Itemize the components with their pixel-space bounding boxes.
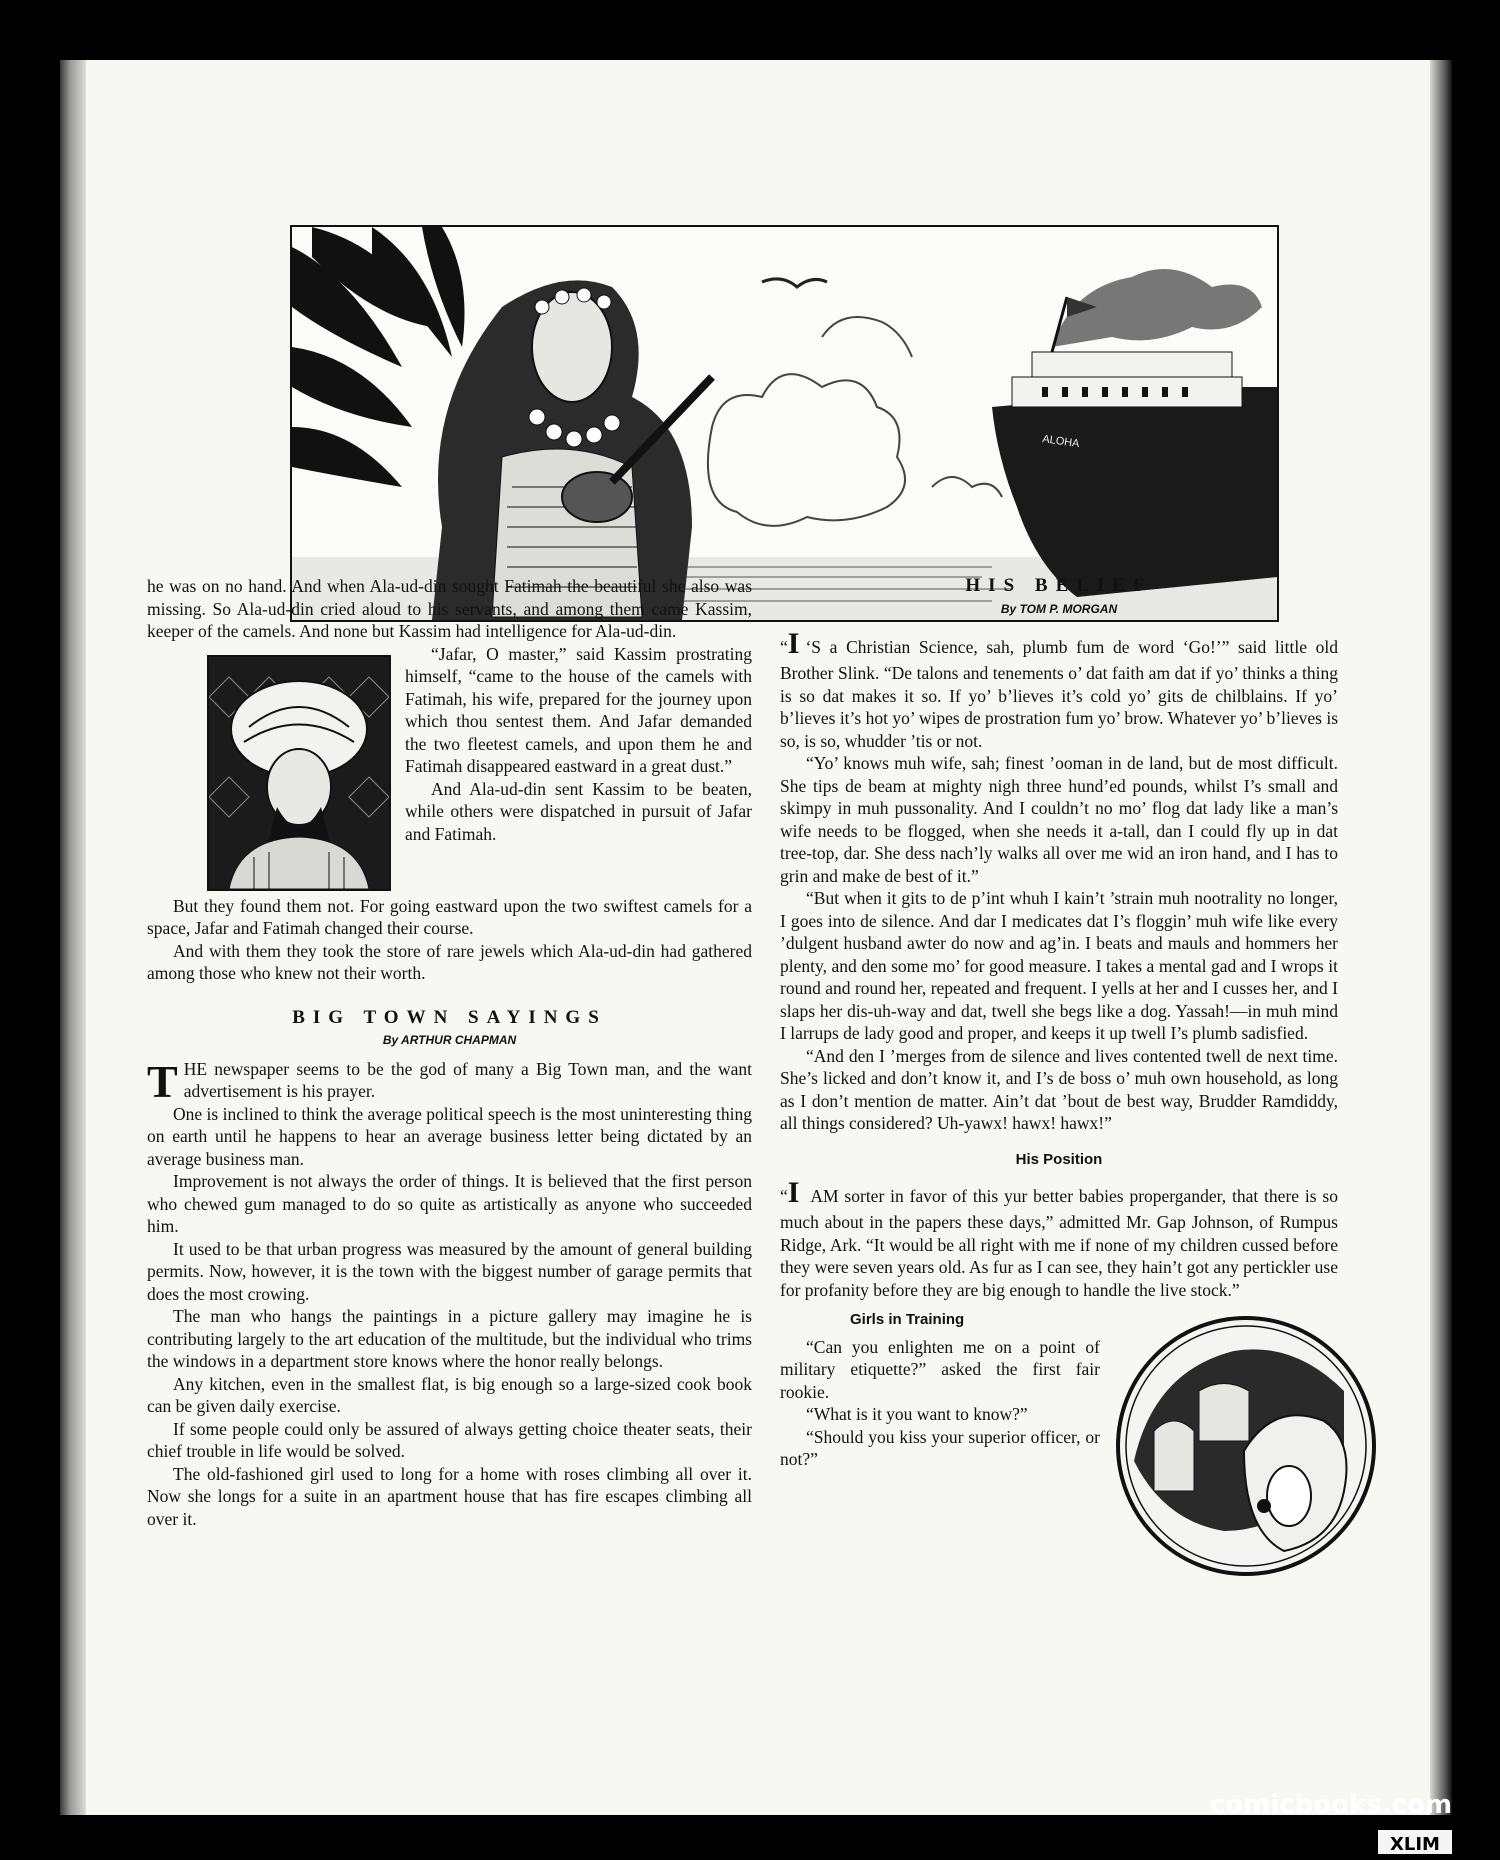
- site-watermark: comicbooks.com: [1210, 1790, 1453, 1820]
- position-text: AM sorter in favor of this yur better babies propergander, that there is so much about in the papers these days,” admitted Mr. Gap Johnson, of Rumpus Ridge, Ark. “It would be all right with me if none of my children cussed before they were seven years old. As fur as I can see, they hain’t got any pertickler use for profanity before they are big enough to handle the live stock.”: [780, 1186, 1338, 1300]
- sultan-illustration: [207, 655, 391, 891]
- saying-paragraph: [147, 1055, 752, 1107]
- story-paragraph: he was on no hand. And when Ala-ud-din sought Fatimah the beautiful she also was missing. So Ala-ud-din cried aloud to his servants, and among them came Kassim, keeper of the camels. And none but Kassim had intelligence for Ala-ud-din.: [147, 576, 752, 641]
- drop-cap: I: [787, 627, 800, 660]
- story-paragraph: “Jafar, O master,” said Kassim prostrating himself, “came to the house of the camels with Fatimah, his wife, prepared for the journey upon which thou sentest them. And Jafar demanded the two fleetest camels, and upon them he and Fatimah disappeared eastward in a great dust.”: [405, 643, 752, 776]
- right-column: [780, 575, 1338, 1581]
- page-edge: [1430, 60, 1452, 1815]
- belief-paragraph: “And den I ’merges from de silence and lives contented twell de next time. She’s licked and don’t know it, and I’s de boss o’ muh own household, as long as I don’t mention de matter. Ain’t dat ’bout de best way, Brudder Ramdiddy, all things considered? Uh-yawx! hawx! hawx!”: [780, 1045, 1338, 1133]
- training-paragraph: “Can you enlighten me on a point of military etiquette?” asked the first fair rookie.: [780, 1336, 1100, 1402]
- saying-paragraph: It used to be that urban progress was measured by the amount of general building permits. Now, however, it is the town with the biggest number of garage permits that does the most crowing.: [147, 1238, 752, 1304]
- left-column: [147, 575, 752, 1530]
- banner-illustration: [290, 225, 1279, 622]
- saying-paragraph: Improvement is not always the order of things. It is believed that the first person who chewed gum managed to do so quite as artistically as anyone who succeeded him.: [147, 1171, 752, 1236]
- belief-text: ‘S a Christian Science, sah, plumb fum de word ‘Go!’” said little old Brother Slink. “De talons and tenements o’ dat faith am dat if yo’ thinks a thing is so dat makes it so. If yo’ b’lieves it’s cold yo’ gits de chilblains. If yo’ b’lieves it’s hot yo’ wipes de prostration fum yo’ brow. Whatever yo’ b’lieves is so, is so, whudder ’tis or not.: [780, 637, 1338, 751]
- circular-illustration: [1114, 1311, 1378, 1581]
- position-paragraph: “I AM sorter in favor of this yur better babies propergander, that there is so much about in the papers these days,” admitted Mr. Gap Johnson, of Rumpus Ridge, Ark. “It would be all right with me if none of my children cussed before they were seven years old. As fur as I can see, they hain’t got any pertickler use for profanity before they are big enough to handle the live stock.”: [780, 1176, 1338, 1300]
- sayings-title: BIG TOWN SAYINGS: [292, 1006, 607, 1028]
- sayings-byline: By ARTHUR CHAPMAN: [382, 1033, 517, 1047]
- saying-paragraph: One is inclined to think the average political speech is the most uninteresting thing on earth until he happens to hear an average business letter being dictated by an average business man.: [147, 1103, 752, 1169]
- training-title: Girls in Training: [850, 1311, 965, 1328]
- saying-paragraph: If some people could only be assured of always getting choice theater seats, their chief trouble in life would be solved.: [147, 1418, 752, 1461]
- position-title: His Position: [1015, 1150, 1103, 1168]
- story-paragraph: But they found them not. For going eastward upon the two swiftest camels for a space, Jafar and Fatimah changed their course.: [147, 895, 752, 938]
- belief-paragraph: “I ‘S a Christian Science, sah, plumb fum de word ‘Go!’” said little old Brother Slink. “De talons and tenements o’ dat faith am dat if yo’ thinks a thing is so dat makes it so. If yo’ b’lieves it’s cold yo’ gits de chilblains. If yo’ b’lieves it’s hot yo’ wipes de prostration fum yo’ brow. Whatever yo’ b’lieves is so, is so, whudder ’tis or not.: [780, 627, 1338, 751]
- saying-paragraph: The old-fashioned girl used to long for a home with roses climbing all over it. Now she longs for a suite in an apartment house that has fire escapes climbing all over it.: [147, 1463, 752, 1529]
- ship-name: ALOHA: [1041, 433, 1081, 451]
- drop-cap: I: [787, 1176, 800, 1209]
- saying-paragraph: Any kitchen, even in the smallest flat, is big enough so a large-sized cook book can be given daily exercise.: [147, 1373, 752, 1416]
- belief-paragraph: “But when it gits to de p’int whuh I kain’t ’strain muh nootrality no longer, I goes into de silence. And dar I medicates dat I’s floggin’ muh wife like every ’dulgent husband awter do now and ag’in. I beats and mauls and hommers her plenty, and den some mo’ for good measure. I takes a mental gad and I wrops it round and round her, repeated and frequent. I yells at her and I cusses her, and I slaps her dis-uh-way and dat, twell she begs like a dog. Yassah!—in muh mind I larrups de lady good and proper, and keeps it up twell I’s plumb sadisfied.: [780, 888, 1338, 1043]
- saying-text: HE newspaper seems to be the god of many a Big Town man, and the want advertisement is his prayer.: [183, 1058, 752, 1101]
- corner-tag: XLIM: [1378, 1830, 1452, 1854]
- belief-byline: By TOM P. MORGAN: [1000, 601, 1118, 616]
- drop-cap: T: [147, 1055, 178, 1107]
- saying-paragraph: The man who hangs the paintings in a picture gallery may imagine he is contributing largely to the art education of the multitude, but the individual who trims the windows in a department store knows where the honor really belongs.: [147, 1306, 752, 1371]
- belief-paragraph: “Yo’ knows muh wife, sah; finest ’ooman in de land, but de most difficult. She tips de beam at mighty nigh three hund’ed pounds, whilst I’s small and skimpy in muh pussonality. And I couldn’t no mo’ flog dat lady like a man’s wife needs to be flogged, when she needs it a-tall, dan I could fly up in dat tree-top, dar. She dess nach’ly walks all over me wid an iron hand, and I has to grin and make de best of it.”: [780, 753, 1338, 886]
- training-paragraph: “What is it you want to know?”: [806, 1404, 1028, 1424]
- page-spine: [60, 60, 86, 1815]
- belief-title: HIS BELIEF: [965, 575, 1153, 596]
- story-paragraph: And Ala-ud-din sent Kassim to be beaten, while others were dispatched in pursuit of Jafar and Fatimah.: [405, 778, 752, 844]
- story-paragraph: And with them they took the store of rare jewels which Ala-ud-din had gathered among those who knew not their worth.: [147, 940, 752, 983]
- training-paragraph: “Should you kiss your superior officer, or not?”: [780, 1426, 1100, 1469]
